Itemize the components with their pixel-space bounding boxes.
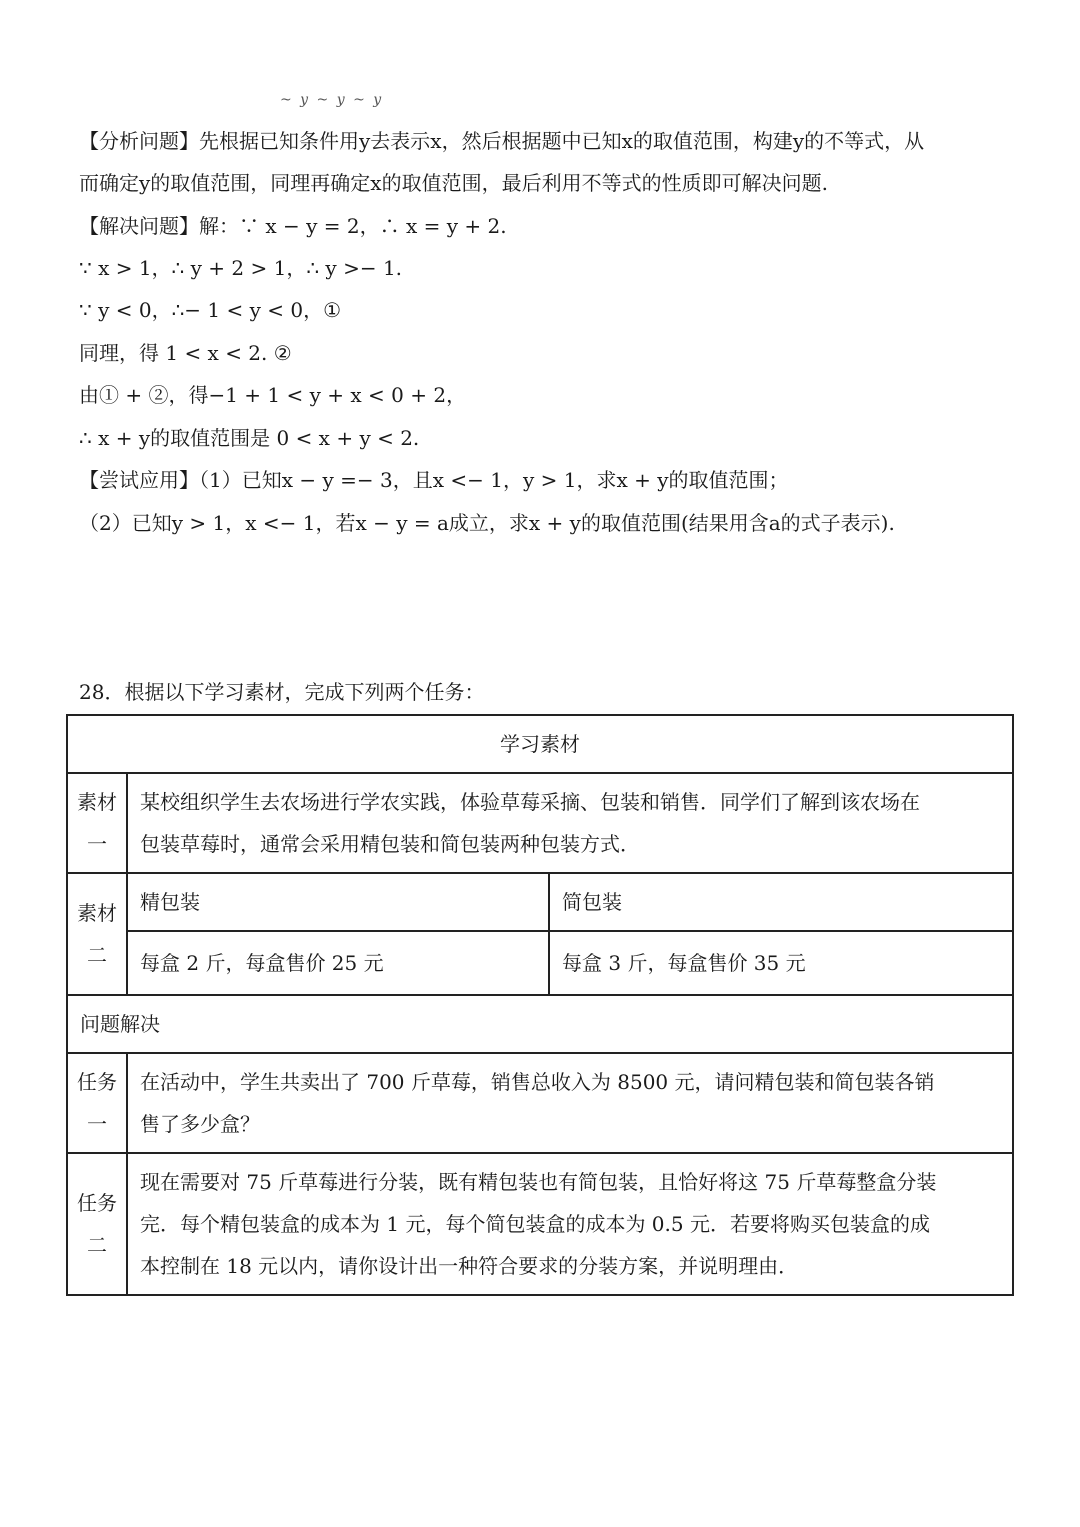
task-1-label: 任务 一	[67, 1053, 127, 1153]
simple-pack-header: 简包装	[549, 873, 1013, 931]
material-1-text: 某校组织学生去农场进行学农实践，体验草莓采摘、包装和销售．同学们了解到该农场在 包装草莓时，通常会采用精包装和简包装两种包装方式．	[127, 773, 1013, 873]
solution-line-6: ∴ x + y的取值范围是 0 < x + y < 2.	[79, 426, 420, 450]
material-2-label: 素材 二	[67, 873, 127, 995]
solution-line-3: ∵ y < 0，∴− 1 < y < 0，①	[79, 298, 342, 322]
fine-pack-detail: 每盒 2 斤，每盒售价 25 元	[127, 931, 549, 995]
task-2-text: 现在需要对 75 斤草莓进行分装，既有精包装也有简包装，且恰好将这 75 斤草莓整盒分装 完．每个精包装盒的成本为 1 元，每个简包装盒的成本为 0.5 元．若要将购买包装盒的成 本控制在 18 元以内，请你设计出一种符合要求的分装方案，并说明理由．	[127, 1153, 1013, 1295]
application-line-1: 【尝试应用】（1）已知x − y =− 3，且x <− 1，y > 1，求x + y的取值范围；	[79, 468, 789, 492]
material-1-label: 素材 一	[67, 773, 127, 873]
question-28-intro: 28．根据以下学习素材，完成下列两个任务：	[79, 680, 485, 704]
application-line-2: （2）已知y > 1，x <− 1，若x − y = a成立，求x + y的取值范围(结果用含a的式子表示).	[79, 511, 895, 535]
problem-solving-section: 问题解决	[67, 995, 1013, 1053]
fine-pack-header: 精包装	[127, 873, 549, 931]
solution-line-2: ∵ x > 1，∴ y + 2 > 1，∴ y >− 1.	[79, 256, 403, 280]
analysis-line-2: 而确定y的取值范围，同理再确定x的取值范围，最后利用不等式的性质即可解决问题.	[79, 171, 828, 195]
analysis-line-1: 【分析问题】先根据已知条件用y去表示x，然后根据题中已知x的取值范围，构建y的不等式，从	[79, 129, 925, 153]
solution-line-4: 同理，得 1 < x < 2. ②	[79, 341, 292, 365]
simple-pack-detail: 每盒 3 斤，每盒售价 35 元	[549, 931, 1013, 995]
task-2-label: 任务 二	[67, 1153, 127, 1295]
cropped-formula-fragment: ~ y ~ y ~ y	[280, 92, 384, 108]
table-header: 学习素材	[67, 715, 1013, 773]
task-1-text: 在活动中，学生共卖出了 700 斤草莓，销售总收入为 8500 元，请问精包装和简包装各销 售了多少盒？	[127, 1053, 1013, 1153]
solution-line-5: 由① + ②，得−1 + 1 < y + x < 0 + 2，	[79, 383, 467, 407]
learning-material-table	[66, 714, 1014, 1296]
solution-line-1: 【解决问题】解：∵ x − y = 2，∴ x = y + 2.	[79, 214, 507, 238]
